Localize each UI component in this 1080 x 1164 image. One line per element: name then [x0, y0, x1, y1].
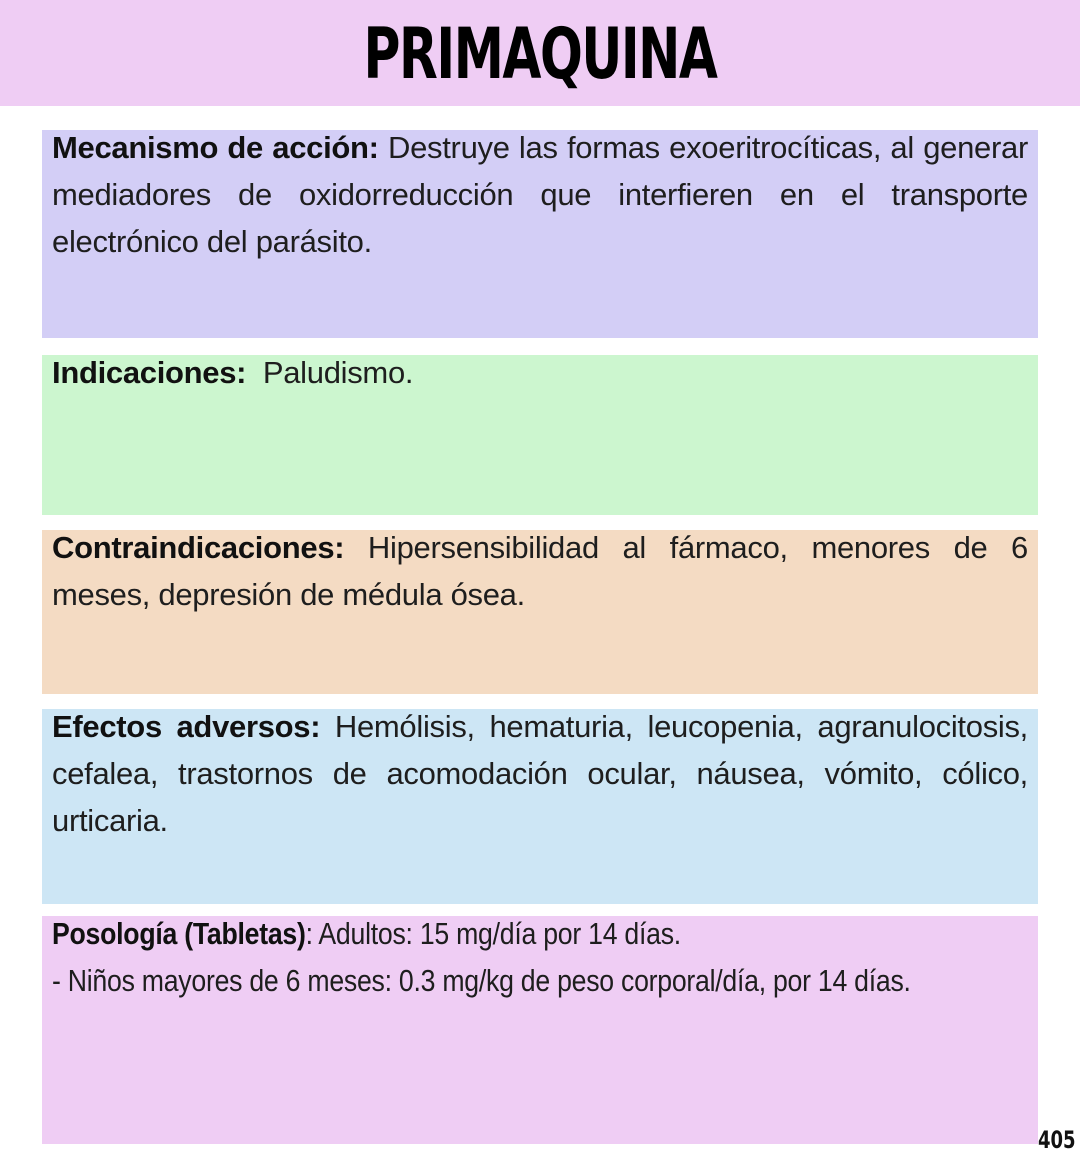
section-posology-content [52, 910, 1026, 1004]
section-label: Efectos adversos: [52, 709, 321, 744]
page-title: PRIMAQUINA [363, 13, 717, 95]
title-banner [0, 0, 1080, 106]
section-mechanism-text [52, 124, 1028, 265]
section-contraindications-text [52, 524, 1028, 618]
section-body: : Adultos: 15 mg/día por 14 días. [305, 916, 681, 951]
section-body: Hemólisis, hematuria, leucopenia, agranulocitosis, cefalea, trastornos de acomodación ocular, náusea, vómito, cólico, urticaria. [52, 709, 1028, 838]
section-body: Destruye las formas exoeritrocíticas, al generar mediadores de oxidorreducción que interfieren en el transporte electrónico del parásito. [52, 130, 1028, 259]
page-number: 405 [1038, 1126, 1076, 1154]
section-label: Indicaciones: [52, 355, 247, 390]
section-indications [42, 355, 1038, 515]
section-indications-text [52, 349, 1028, 396]
section-body: Hipersensibilidad al fármaco, menores de 6 meses, depresión de médula ósea. [52, 530, 1028, 612]
section-contraindications [42, 530, 1038, 694]
section-adverse-effects [42, 709, 1038, 904]
posology-children: - Niños mayores de 6 meses: 0.3 mg/kg de peso corporal/día, por 14 días. [52, 963, 911, 998]
section-body: Paludismo. [246, 355, 414, 390]
posology-adults [52, 910, 1026, 957]
section-adverse-effects-text [52, 703, 1028, 844]
section-label: Posología (Tabletas) [52, 916, 306, 951]
section-mechanism [42, 130, 1038, 338]
section-label: Mecanismo de acción: [52, 130, 379, 165]
section-posology [42, 916, 1038, 1144]
section-label: Contraindicaciones: [52, 530, 345, 565]
